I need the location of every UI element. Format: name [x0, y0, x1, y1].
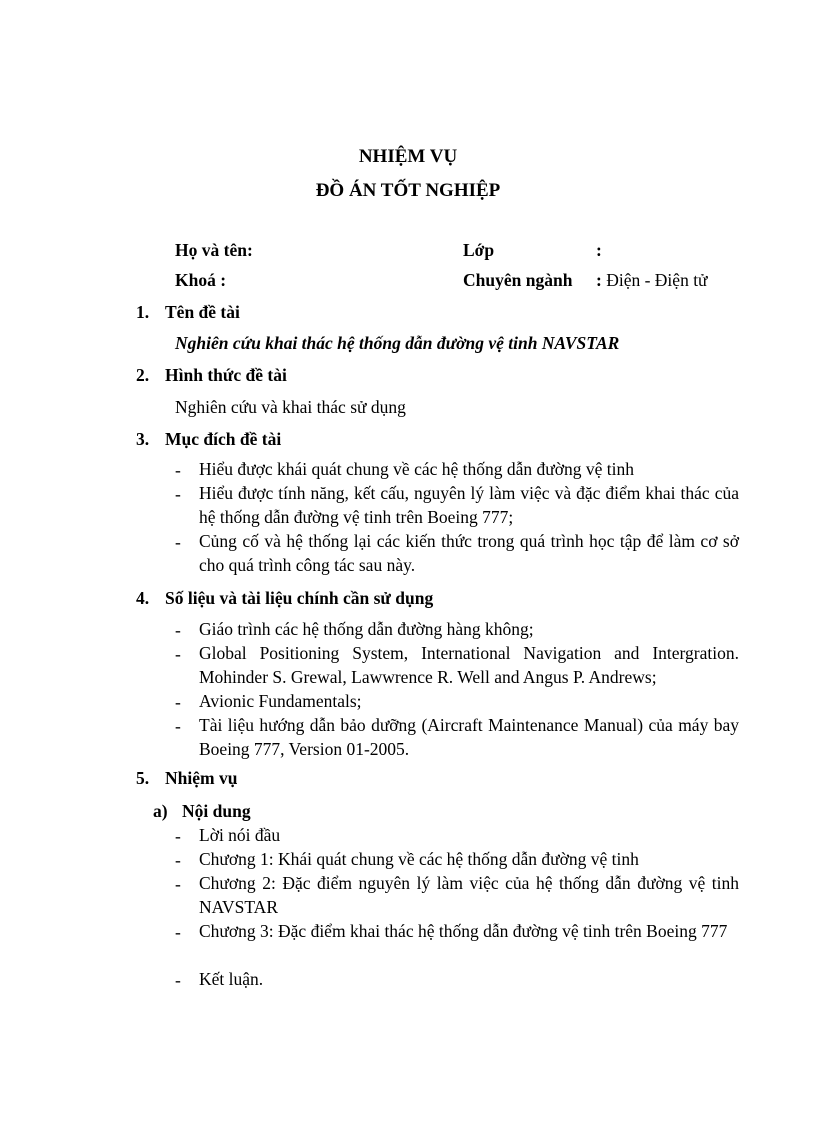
bullet-dash: -: [175, 922, 181, 942]
bullet-dash: -: [175, 716, 181, 736]
section-1-number: 1.: [136, 302, 150, 322]
bullet-dash: -: [175, 692, 181, 712]
section-3-number: 3.: [136, 429, 150, 449]
list-item: Lời nói đầu: [199, 825, 281, 845]
class-label: Lớp: [463, 240, 495, 260]
bullet-dash: -: [175, 484, 181, 504]
section-4-number: 4.: [136, 588, 150, 608]
section-3-heading: Mục đích đề tài: [165, 429, 282, 449]
major-label: Chuyên ngành: [463, 270, 573, 290]
list-item: Giáo trình các hệ thống dẫn đường hàng không;: [199, 619, 534, 639]
bullet-dash: -: [175, 532, 181, 552]
bullet-dash: -: [175, 970, 181, 990]
section-2-number: 2.: [136, 365, 150, 385]
section-4-heading: Số liệu và tài liệu chính cần sử dụng: [165, 588, 434, 608]
list-item: Chương 1: Khái quát chung về các hệ thống dẫn đường vệ tinh: [199, 849, 639, 869]
bullet-dash: -: [175, 620, 181, 640]
bullet-dash: -: [175, 874, 181, 894]
subsection-a-heading: Nội dung: [182, 801, 251, 821]
list-item: Hiểu được khái quát chung về các hệ thống dẫn đường vệ tinh: [199, 459, 634, 479]
thesis-title: Nghiên cứu khai thác hệ thống dẫn đường vệ tinh NAVSTAR: [175, 333, 620, 353]
subsection-a-label: a): [153, 801, 168, 821]
course-label: Khoá :: [175, 270, 227, 290]
section-1-heading: Tên đề tài: [165, 302, 240, 322]
section-5-heading: Nhiệm vụ: [165, 768, 238, 788]
doc-title-line2: ĐỒ ÁN TỐT NGHIỆP: [315, 180, 501, 201]
major-value: : Điện - Điện tử: [596, 270, 708, 290]
list-item: Chương 2: Đặc điểm nguyên lý làm việc của hệ thống dẫn đường vệ tinh NAVSTAR: [199, 873, 739, 917]
doc-title-line1: NHIỆM VỤ: [358, 146, 458, 167]
major-value-rest: Điện - Điện tử: [601, 270, 708, 290]
list-item: Hiểu được tính năng, kết cấu, nguyên lý làm việc và đặc điểm khai thác của hệ thống dẫn đường vệ tinh trên Boeing 777;: [199, 483, 739, 527]
section-5-number: 5.: [136, 768, 150, 788]
class-colon: :: [596, 240, 602, 260]
list-item: Avionic Fundamentals;: [199, 691, 362, 711]
list-item: Củng cố và hệ thống lại các kiến thức trong quá trình học tập để làm cơ sở cho quá trình công tác sau này.: [199, 531, 739, 575]
list-item: Kết luận.: [199, 969, 264, 989]
list-item: Global Positioning System, International Navigation and Intergration. Mohinder S. Grewal, Lawwrence R. Well and Angus P. Andrews;: [199, 643, 739, 687]
name-label: Họ và tên:: [175, 240, 253, 260]
bullet-dash: -: [175, 850, 181, 870]
thesis-form: Nghiên cứu và khai thác sử dụng: [175, 397, 406, 417]
list-item: Chương 3: Đặc điểm khai thác hệ thống dẫn đường vệ tinh trên Boeing 777: [199, 921, 728, 941]
bullet-dash: -: [175, 460, 181, 480]
section-2-heading: Hình thức đề tài: [165, 365, 287, 385]
bullet-dash: -: [175, 644, 181, 664]
bullet-dash: -: [175, 826, 181, 846]
list-item: Tài liệu hướng dẫn bảo dưỡng (Aircraft Maintenance Manual) của máy bay Boeing 777, Version 01-2005.: [199, 715, 739, 759]
